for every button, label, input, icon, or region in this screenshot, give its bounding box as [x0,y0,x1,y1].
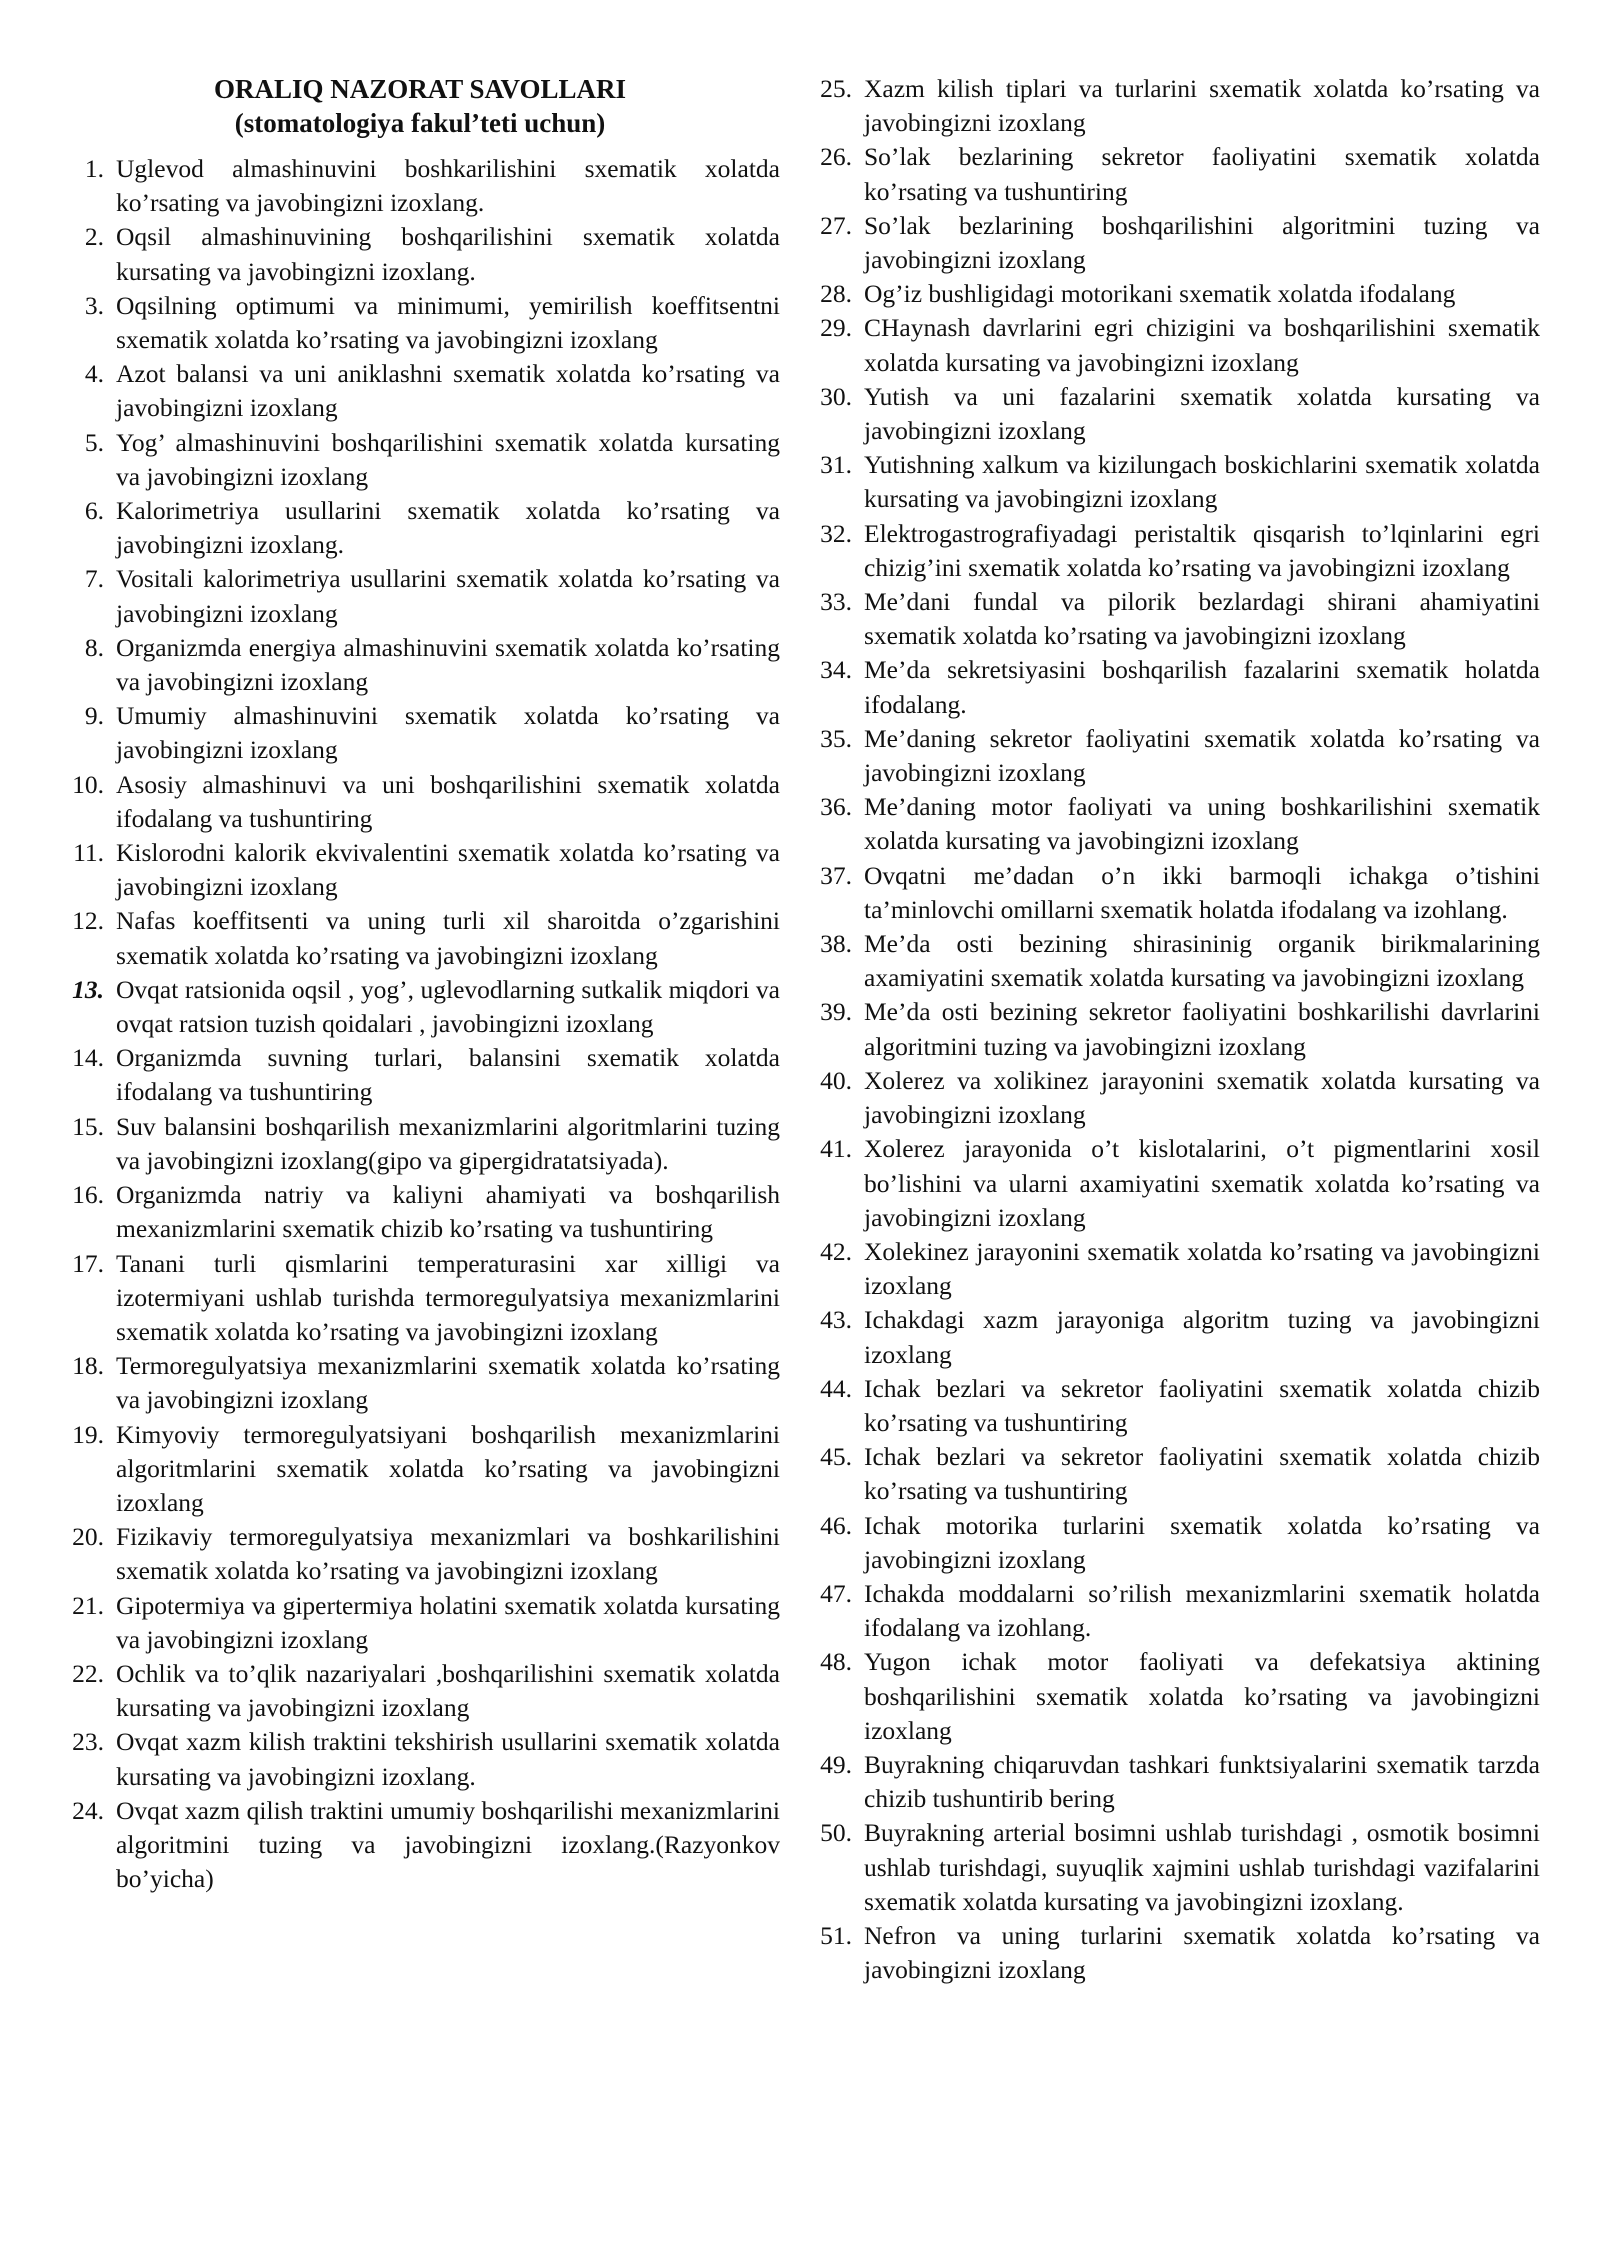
question-number: 4. [84,359,104,389]
question-number: 46. [820,1510,852,1540]
question-list-right [808,72,1540,1987]
question-text: Me’dani fundal va pilorik bezlardagi shirani ahamiyatini sxematik xolatda ko’rsating va javobingizni izoxlang [864,587,1540,651]
question-text: Termoregulyatsiya mexanizmlarini sxematik xolatda ko’rsating va javobingizni izoxlang [116,1351,780,1415]
question-text: Vositali kalorimetriya usullarini sxematik xolatda ko’rsating va javobingizni izoxlang [116,564,780,628]
question-number: 7. [84,564,104,594]
question-text: Suv balansini boshqarilish mexanizmlarini algoritmlarini tuzing va javobingizni izoxlang(gipo va gipergidratatsiyada). [116,1111,780,1175]
question-number: 16. [72,1180,104,1210]
question-text: Me’da osti bezining sekretor faoliyatini boshkarilishi davrlarini algoritmini tuzing va javobingizni izoxlang [864,997,1540,1061]
question-item [60,357,780,425]
question-item [808,927,1540,995]
question-text: Kalorimetriya usullarini sxematik xolatda ko’rsating va javobingizni izoxlang. [116,496,780,560]
question-item [60,152,780,220]
question-item [808,1509,1540,1577]
question-number: 5. [84,427,104,457]
question-item [60,1418,780,1521]
question-text: Ichak bezlari va sekretor faoliyatini sxematik xolatda chizib ko’rsating va tushuntiring [864,1373,1540,1437]
question-item [808,277,1540,311]
question-number: 42. [820,1236,852,1266]
question-number: 34. [820,655,852,685]
question-number: 38. [820,929,852,959]
question-text: Buyrakning chiqaruvdan tashkari funktsiyalarini sxematik tarzda chizib tushuntirib bering [864,1749,1540,1814]
question-item [808,1816,1540,1919]
question-number: 37. [820,860,852,890]
question-number: 41. [820,1134,852,1164]
question-number: 17. [72,1248,104,1278]
question-text: Ichakdagi xazm jarayoniga algoritm tuzing va javobingizni izoxlang [864,1305,1540,1369]
question-item [60,1247,780,1350]
question-item [808,585,1540,653]
question-number: 40. [820,1065,852,1095]
question-item [60,1041,780,1109]
question-text: Gipotermiya va gipertermiya holatini sxematik xolatda kursating va javobingizni izoxlang [116,1590,780,1654]
question-text: Kislorodni kalorik ekvivalentini sxematik xolatda ko’rsating va javobingizni izoxlang [116,838,780,902]
question-text: Yutish va uni fazalarini sxematik xolatda kursating va javobingizni izoxlang [864,381,1540,446]
question-item [60,1589,780,1657]
question-text: Uglevod almashinuvini boshkarilishini sxematik xolatda ko’rsating va javobingizni izoxlang. [116,154,780,218]
question-text: Organizmda natriy va kaliyni ahamiyati va boshqarilish mexanizmlarini sxematik chizib ko’rsating va tushuntiring [116,1180,780,1244]
question-item [808,1577,1540,1645]
question-number: 9. [84,701,104,731]
question-item [808,995,1540,1063]
question-item [808,380,1540,448]
question-text: Asosiy almashinuvi va uni boshqarilishini sxematik xolatda ifodalang va tushuntiring [116,769,780,833]
question-text: So’lak bezlarining sekretor faoliyatini sxematik xolatda ko’rsating va tushuntiring [864,142,1540,206]
question-text: Tanani turli qismlarini temperaturasini xar xilligi va izotermiyani ushlab turishda termoregulyatsiya mexanizmlarini sxematik xolatda ko’rsating va javobingizni izoxlang [116,1248,780,1346]
question-text: Umumiy almashinuvini sxematik xolatda ko’rsating va javobingizni izoxlang [116,701,780,765]
question-item [60,768,780,836]
question-text: So’lak bezlarining boshqarilishini algoritmini tuzing va javobingizni izoxlang [864,210,1540,275]
question-text: Kimyoviy termoregulyatsiyani boshqarilish mexanizmlarini algoritmlarini sxematik xolatda ko’rsating va javobingizni izoxlang [116,1419,780,1517]
question-text: Buyrakning arterial bosimni ushlab turishdagi , osmotik bosimni ushlab turishdagi, suyuqlik xajmini ushlab turishdagi vazifalarini sxematik xolatda kursating va javobingizni izoxlang. [864,1818,1540,1916]
question-number: 32. [820,518,852,548]
question-item [808,1064,1540,1132]
question-text: Ochlik va to’qlik nazariyalari ,boshqarilishini sxematik xolatda kursating va javobingizni izoxlang [116,1658,780,1723]
question-item [60,1794,780,1897]
question-item [808,140,1540,208]
question-number: 39. [820,997,852,1027]
document-title: ORALIQ NAZORAT SAVOLLARI [213,74,627,104]
question-text: Oqsil almashinuvining boshqarilishini sxematik xolatda kursating va javobingizni izoxlang. [116,222,780,286]
question-item [60,494,780,562]
question-number: 48. [820,1647,852,1677]
question-number: 25. [820,74,852,103]
document-page [60,72,1540,2232]
question-number: 50. [820,1818,852,1848]
question-number: 31. [820,450,852,480]
question-item [60,1520,780,1588]
question-item [808,1235,1540,1303]
question-text: Xolerez va xolikinez jarayonini sxematik xolatda kursating va javobingizni izoxlang [864,1065,1540,1130]
question-number: 3. [84,290,104,320]
question-number: 30. [820,381,852,411]
question-text: Me’da sekretsiyasini boshqarilish fazalarini sxematik holatda ifodalang. [864,655,1540,719]
question-number: 26. [820,142,852,172]
question-number: 23. [72,1727,104,1757]
question-item [60,426,780,494]
question-number: 8. [84,632,104,662]
question-number: 2. [84,222,104,252]
question-number: 36. [820,792,852,822]
question-item [808,209,1540,277]
question-item [808,72,1540,140]
question-item [60,973,780,1041]
question-number: 29. [820,313,852,343]
question-text: Ichak bezlari va sekretor faoliyatini sxematik xolatda chizib ko’rsating va tushuntiring [864,1442,1540,1506]
question-text: Ovqat xazm qilish traktini umumiy boshqarilishi mexanizmlarini algoritmini tuzing va javobingizni izoxlang.(Razyonkov bo’yicha) [116,1795,780,1894]
question-item [808,517,1540,585]
question-number: 28. [820,279,852,309]
question-number: 14. [72,1043,104,1073]
question-number: 44. [820,1373,852,1403]
question-list-left [60,152,780,1896]
question-number: 19. [72,1419,104,1449]
question-number: 45. [820,1442,852,1472]
question-text: Og’iz bushligidagi motorikani sxematik xolatda ifodalang [864,279,1456,309]
question-item [808,1440,1540,1508]
question-number: 21. [72,1590,104,1620]
question-item [808,1372,1540,1440]
question-number: 15. [72,1111,104,1141]
question-number: 49. [820,1749,852,1779]
question-item [60,904,780,972]
question-number: 18. [72,1351,104,1381]
question-item [808,790,1540,858]
question-item [60,1725,780,1793]
question-text: Yutishning xalkum va kizilungach boskichlarini sxematik xolatda kursating va javobingizni izoxlang [864,450,1540,514]
question-item [808,653,1540,721]
question-item [60,1110,780,1178]
question-number: 27. [820,210,852,240]
question-item [60,699,780,767]
question-text: Oqsilning optimumi va minimumi, yemirilish koeffitsentni sxematik xolatda ko’rsating va javobingizni izoxlang [116,290,780,355]
question-item [60,1349,780,1417]
question-number: 6. [84,496,104,526]
question-text: Organizmda energiya almashinuvini sxematik xolatda ko’rsating va javobingizni izoxlang [116,632,780,697]
question-text: Yugon ichak motor faoliyati va defekatsiya aktining boshqarilishini sxematik xolatda ko’rsating va javobingizni izoxlang [864,1647,1540,1745]
question-text: Fizikaviy termoregulyatsiya mexanizmlari va boshkarilishini sxematik xolatda ko’rsating va javobingizni izoxlang [116,1522,780,1586]
question-number: 20. [72,1522,104,1552]
question-text: Organizmda suvning turlari, balansini sxematik xolatda ifodalang va tushuntiring [116,1043,780,1107]
question-text: Nafas koeffitsenti va uning turli xil sharoitda o’zgarishini sxematik xolatda ko’rsating va javobingizni izoxlang [116,906,780,970]
question-text: Azot balansi va uni aniklashni sxematik xolatda ko’rsating va javobingizni izoxlang [116,359,780,423]
question-number: 51. [820,1920,852,1950]
question-number: 43. [820,1305,852,1335]
question-item [60,836,780,904]
document-header [60,72,780,140]
question-text: Ovqat ratsionida oqsil , yog’, uglevodlarning sutkalik miqdori va ovqat ratsion tuzish qoidalari , javobingizni izoxlang [116,974,780,1039]
question-item [60,562,780,630]
question-text: Nefron va uning turlarini sxematik xolatda ko’rsating va javobingizni izoxlang [864,1920,1540,1985]
document-subtitle: (stomatologiya fakul’teti uchun) [234,108,606,138]
question-item [60,631,780,699]
question-number: 12. [72,906,104,936]
question-item [808,448,1540,516]
question-number: 22. [72,1658,104,1688]
question-item [808,1748,1540,1816]
question-item [808,1303,1540,1371]
question-number: 10. [72,769,104,799]
question-text: Ichak motorika turlarini sxematik xolatda ko’rsating va javobingizni izoxlang [864,1510,1540,1574]
right-column [808,72,1540,2232]
question-text: CHaynash davrlarini egri chizigini va boshqarilishini sxematik xolatda kursating va javobingizni izoxlang [864,313,1540,377]
question-item [808,722,1540,790]
question-item [808,311,1540,379]
question-text: Yog’ almashinuvini boshqarilishini sxematik xolatda kursating va javobingizni izoxlang [116,427,780,491]
question-number: 33. [820,587,852,617]
question-number: 47. [820,1578,852,1608]
question-text: Me’daning sekretor faoliyatini sxematik xolatda ko’rsating va javobingizni izoxlang [864,723,1540,788]
question-text: Ovqatni me’dadan o’n ikki barmoqli ichakga o’tishini ta’minlovchi omillarni sxematik holatda ifodalang va izohlang. [864,860,1540,924]
left-column [60,72,780,2232]
question-text: Xolekinez jarayonini sxematik xolatda ko’rsating va javobingizni izoxlang [864,1236,1540,1301]
question-number: 13. [72,974,104,1004]
question-item [808,1132,1540,1235]
question-item [60,1657,780,1725]
question-item [60,289,780,357]
question-item [808,1645,1540,1748]
question-item [60,220,780,288]
question-item [808,859,1540,927]
question-text: Xolerez jarayonida o’t kislotalarini, o’t pigmentlarini xosil bo’lishini va ularni axamiyatini sxematik xolatda ko’rsating va javobingizni izoxlang [864,1134,1540,1232]
question-number: 24. [72,1795,104,1825]
question-text: Elektrogastrografiyadagi peristaltik qisqarish to’lqinlarini egri chizig’ini sxematik xolatda ko’rsating va javobingizni izoxlang [864,518,1540,582]
question-text: Ovqat xazm kilish traktini tekshirish usullarini sxematik xolatda kursating va javobingizni izoxlang. [116,1727,780,1791]
question-item [60,1178,780,1246]
question-text: Xazm kilish tiplari va turlarini sxematik xolatda ko’rsating va javobingizni izoxlang [864,74,1540,138]
question-number: 11. [73,838,104,868]
question-number: 35. [820,723,852,753]
question-item [808,1919,1540,1987]
question-number: 1. [84,154,104,183]
question-text: Ichakda moddalarni so’rilish mexanizmlarini sxematik holatda ifodalang va izohlang. [864,1578,1540,1643]
question-text: Me’da osti bezining shirasininig organik birikmalarining axamiyatini sxematik xolatda kursating va javobingizni izoxlang [864,929,1540,993]
question-text: Me’daning motor faoliyati va uning boshkarilishini sxematik xolatda kursating va javobingizni izoxlang [864,792,1540,856]
